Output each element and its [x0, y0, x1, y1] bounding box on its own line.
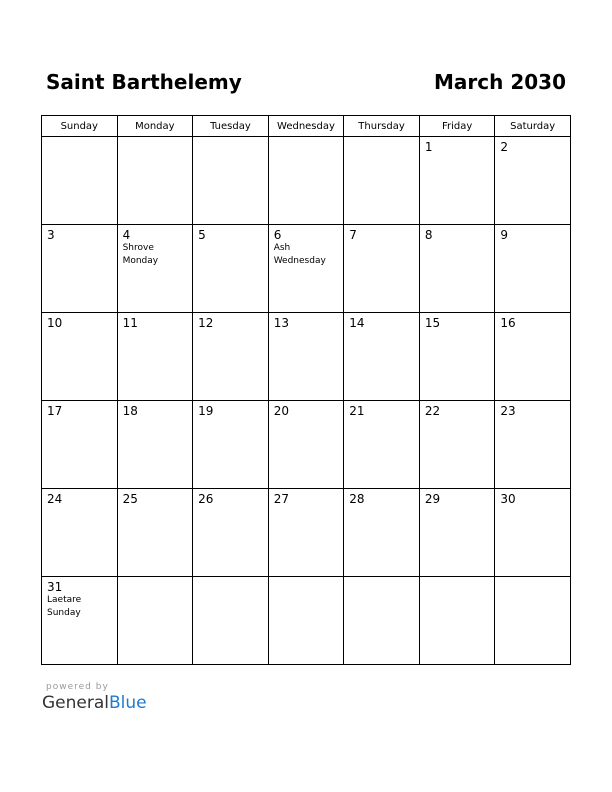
- day-cell: [193, 577, 269, 665]
- day-cell: [419, 401, 495, 489]
- day-cell: [495, 577, 571, 665]
- day-cell: [419, 137, 495, 225]
- day-cell: [193, 489, 269, 577]
- day-number: 21: [349, 404, 365, 418]
- day-cell: [419, 225, 495, 313]
- day-cell: [419, 577, 495, 665]
- day-cell: [117, 401, 193, 489]
- day-cell: [344, 225, 420, 313]
- brand-name-general: General: [42, 693, 109, 713]
- day-cell: [495, 137, 571, 225]
- day-number: 6: [273, 228, 282, 242]
- day-number: 2: [500, 140, 509, 154]
- week-row: [42, 401, 571, 489]
- day-cell: [42, 577, 118, 665]
- day-cell: [268, 577, 344, 665]
- weekday-tuesday: Tuesday: [193, 116, 269, 137]
- calendar-grid: [41, 115, 571, 665]
- day-cell: [344, 313, 420, 401]
- week-row: [42, 225, 571, 313]
- month-title: March 2030: [434, 70, 566, 94]
- day-number: 26: [198, 492, 214, 506]
- day-number: 28: [349, 492, 365, 506]
- day-cell: [268, 137, 344, 225]
- footer: [42, 682, 147, 713]
- day-cell: [344, 489, 420, 577]
- day-cell: [495, 489, 571, 577]
- day-number: 8: [424, 228, 433, 242]
- day-cell: [495, 225, 571, 313]
- day-number: 4: [122, 228, 131, 242]
- day-cell: [268, 401, 344, 489]
- day-number: 13: [273, 316, 289, 330]
- powered-by-text: powered by: [46, 682, 109, 692]
- day-number: 10: [47, 316, 63, 330]
- day-cell: [117, 489, 193, 577]
- day-cell: [117, 577, 193, 665]
- day-number: 25: [122, 492, 138, 506]
- day-number: 30: [500, 492, 516, 506]
- day-cell: [117, 225, 193, 313]
- day-number: 12: [198, 316, 214, 330]
- day-number: 22: [424, 404, 441, 418]
- day-cell: [117, 137, 193, 225]
- day-cell: [268, 225, 344, 313]
- day-cell: [42, 225, 118, 313]
- weekday-saturday: Saturday: [495, 116, 571, 137]
- brand-name-blue: Blue: [109, 693, 147, 713]
- day-cell: [344, 401, 420, 489]
- day-number: 14: [349, 316, 365, 330]
- calendar-header: [46, 70, 566, 98]
- day-cell: [42, 401, 118, 489]
- day-cell: [419, 313, 495, 401]
- day-cell: [42, 489, 118, 577]
- holiday-label: Shrove Monday: [122, 243, 159, 266]
- week-row: [42, 313, 571, 401]
- week-row: [42, 577, 571, 665]
- day-cell: [268, 313, 344, 401]
- brand-logo: [42, 693, 147, 713]
- day-number: 27: [273, 492, 289, 506]
- holiday-label: Laetare Sunday: [47, 595, 82, 618]
- day-cell: [495, 401, 571, 489]
- day-cell: [344, 137, 420, 225]
- weekday-thursday: Thursday: [344, 116, 420, 137]
- week-row: [42, 489, 571, 577]
- day-cell: [495, 313, 571, 401]
- day-cell: [193, 137, 269, 225]
- country-title: Saint Barthelemy: [46, 70, 242, 94]
- day-number: 18: [122, 404, 138, 418]
- day-cell: [42, 137, 118, 225]
- day-cell: [193, 225, 269, 313]
- day-cell: [344, 577, 420, 665]
- day-number: 20: [273, 404, 289, 418]
- day-number: 17: [47, 404, 63, 418]
- day-number: 23: [500, 404, 516, 418]
- day-cell: [268, 489, 344, 577]
- day-number: 16: [500, 316, 516, 330]
- weekday-friday: Friday: [419, 116, 495, 137]
- holiday-label: Ash Wednesday: [273, 243, 326, 266]
- day-number: 7: [349, 228, 357, 242]
- week-row: [42, 137, 571, 225]
- day-cell: [193, 401, 269, 489]
- day-number: 1: [424, 140, 433, 154]
- weekday-sunday: Sunday: [42, 116, 118, 137]
- day-number: 11: [122, 316, 138, 330]
- day-number: 5: [198, 228, 206, 242]
- day-number: 9: [500, 228, 509, 242]
- day-number: 24: [47, 492, 63, 506]
- day-number: 15: [424, 316, 441, 330]
- weekday-monday: Monday: [117, 116, 193, 137]
- weekday-wednesday: Wednesday: [268, 116, 344, 137]
- day-number: 29: [424, 492, 441, 506]
- day-cell: [193, 313, 269, 401]
- day-cell: [117, 313, 193, 401]
- day-number: 31: [47, 580, 63, 594]
- weekday-header-row: [42, 116, 571, 137]
- day-cell: [419, 489, 495, 577]
- day-cell: [42, 313, 118, 401]
- day-number: 19: [198, 404, 214, 418]
- day-number: 3: [47, 228, 55, 242]
